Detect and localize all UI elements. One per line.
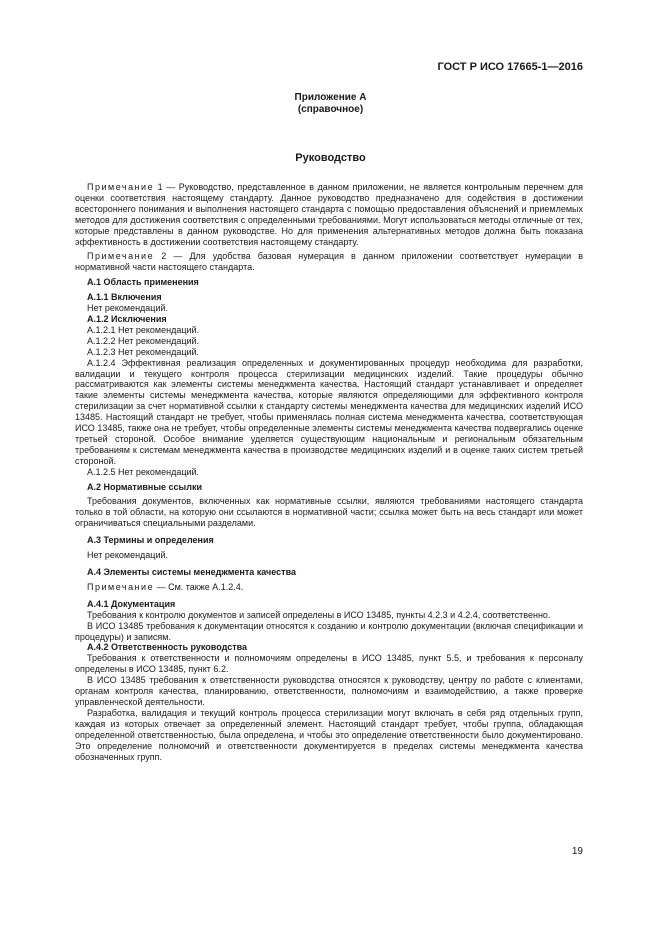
heading-a1-1: А.1.1 Включения: [87, 292, 162, 303]
note-2: [75, 251, 583, 273]
paragraph: А.1.2.1 Нет рекомендаций.: [87, 324, 200, 335]
appendix-title: Приложение А: [294, 92, 367, 103]
heading-a4-2: А.4.2 Ответственность руководства: [87, 642, 248, 653]
note-1: [75, 182, 583, 247]
document-code: ГОСТ Р ИСО 17665-1—2016: [437, 61, 583, 73]
paragraph: А.1.2.2 Нет рекомендаций.: [87, 335, 200, 346]
heading-a2: А.2 Нормативные ссылки: [87, 481, 202, 492]
page-number: 19: [571, 846, 583, 857]
heading-a4: А.4 Элементы системы менеджмента качества: [87, 567, 296, 577]
paragraph: В ИСО 13485 требования к документации относятся к созданию и контролю документации (включая спецификации и процедуры) и записям.: [75, 620, 583, 642]
note-label: Примечание: [87, 251, 155, 262]
note-text: — См. также А.1.2.4.: [154, 581, 244, 592]
heading-a3: А.3 Термины и определения: [87, 535, 214, 546]
appendix-subtitle: (справочное): [297, 104, 364, 115]
heading-a1-2: А.1.2 Исключения: [87, 313, 167, 324]
paragraph: Нет рекомендаций.: [87, 550, 169, 561]
note-text: 2 — Для удобства базовая нумерация в данном приложении соответствует нумерации в нормативной части настоящего стандарта.: [75, 251, 583, 273]
paragraph: А.1.2.3 Нет рекомендаций.: [87, 346, 200, 357]
paragraph: Требования к ответственности и полномочиям определены в ИСО 13485, пункт 5.5, и требования к персоналу определены в ИСО 13485, пункт 6.2.: [75, 653, 583, 675]
heading-a1: А.1 Область применения: [87, 277, 199, 288]
paragraph: А.1.2.5 Нет рекомендаций.: [87, 466, 200, 477]
note-label: Примечание: [87, 581, 155, 592]
note-text: 1 — Руководство, представленное в данном приложении, не является контрольным перечнем для оценки соответствия настоящему стандарту. Данное руководство предназначено для содействия в достижении всестороннего понимания и выполнения настоящего стандарта с помощью предоставления объяснений и приемлемых методов для достижения соответствия с определенными требованиями. Могут использоваться методы отличные от тех, которые представлены в данном руководстве. Но для применения альтернативных методов должна быть показана эффективность в достижении соответствия настоящему стандарту.: [75, 182, 583, 247]
section-title: Руководство: [295, 152, 366, 164]
paragraph: Требования к контролю документов и записей определены в ИСО 13485, пункты 4.2.3 и 4.2.4, соответственно.: [87, 609, 551, 620]
paragraph: Требования документов, включенных как нормативные ссылки, являются требованиями настоящего стандарта только в той области, на которую они ссылаются в нормативной части; ссылка может быть на весь стандарт или может ограничиваться специальными разделами.: [75, 496, 583, 529]
heading-a4-1: А.4.1 Документация: [87, 598, 176, 609]
paragraph: Разработка, валидация и текущий контроль процесса стерилизации могут включать в себя ряд отдельных групп, каждая из которых отвечает за определенный элемент. Настоящий стандарт требует, чтобы группа, обладающая определенной ответственностью, была определена, и чтобы это определение ответственности было документировано. Это определение полномочий и ответственности документируется в пределах системы менеджмента качества обозначенных групп.: [75, 707, 583, 762]
document-body: [75, 182, 583, 762]
note-a4: [75, 582, 583, 593]
note-label: Примечание: [87, 182, 155, 192]
paragraph: А.1.2.4 Эффективная реализация определенных и документированных процедур необходима для разработки, валидации и текущего контроля процесса стерилизации медицинских изделий. Такие процедуры обычно рассматриваются как элементы системы менеджмента качества. Настоящий стандарт устанавливает и определяет такие элементы системы менеджмента качества, которые являются определяющими для эффективного контроля стерилизации за счет нормативной ссылки к стандарту системы менеджмента качества для медицинских изделий ИСО 13485. Настоящий стандарт не требует, чтобы применялась полная система менеджмента качества, соответствующая ИСО 13485, также она не требует, чтобы определенные элементы системы менеджмента качества подвергались оценке третьей стороной. Особое внимание уделяется существующим национальным и региональным обязательным требованиям к системам менеджмента качества в производстве медицинских изделий и в оценке таких систем третьей стороной.: [75, 357, 583, 466]
paragraph: Нет рекомендаций.: [87, 303, 169, 314]
paragraph: В ИСО 13485 требования к ответственности руководства относятся к руководству, центру по работе с клиентами, органам контроля качества, планированию, ответственности, полномочиям и взаимодействию, а также проверке управленческой деятельности.: [75, 675, 583, 707]
